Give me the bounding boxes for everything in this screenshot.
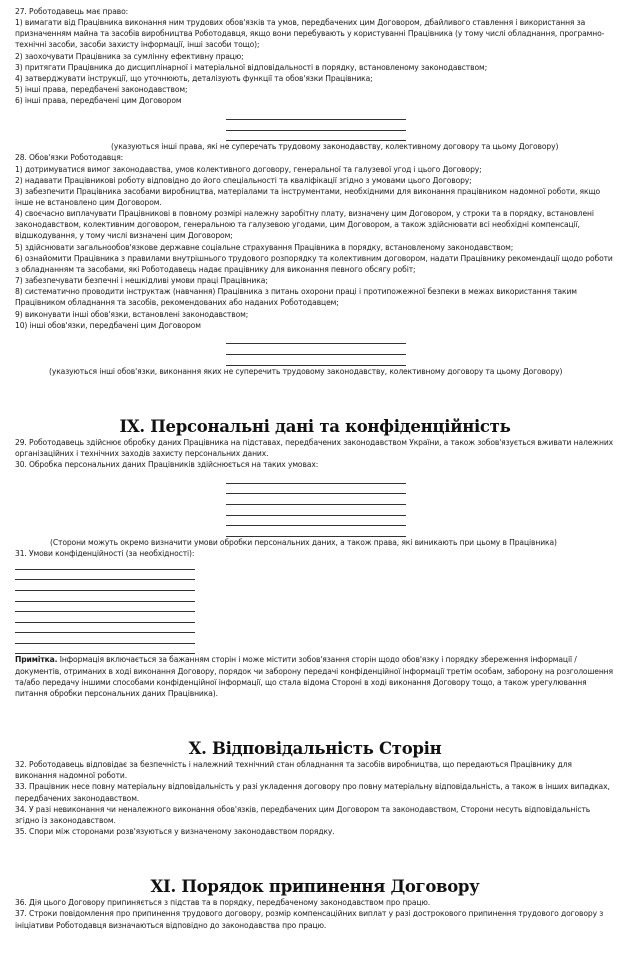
clause-28-item-6: 6) ознайомити Працівника з правилами внутрішнього трудового розпорядку та колективним договором, надати Працівнику рекомендації щодо роботи з обладнанням та засобами, які Роботодавець надає працівнику для виконання певного обсягу робіт; xyxy=(15,253,613,274)
clause-27-employer-rights xyxy=(15,6,615,152)
fill-in-line[interactable] xyxy=(226,344,406,355)
clause-30-blank-lines xyxy=(15,470,615,537)
clause-30-caption: (Сторони можуть окремо визначити умови обробки персональних даних, а також права, які виникають при цьому в Працівника) xyxy=(50,537,557,547)
fill-in-line[interactable] xyxy=(15,559,195,570)
fill-in-line[interactable] xyxy=(226,355,406,366)
clause-28-item-2: 2) надавати Працівникові роботу відповідно до його спеціальності та кваліфікації згідно з умовами цього Договору; xyxy=(15,175,472,185)
clause-28-item-10: 10) інші обов'язки, передбачені цим Договором xyxy=(15,320,201,330)
fill-in-line[interactable] xyxy=(15,602,195,613)
fill-in-line[interactable] xyxy=(226,505,406,516)
clause-32: 32. Роботодавець відповідає за безпечність і належний технічний стан обладнання та засобів виробництва, що передаються Працівнику для виконання надомної роботи. xyxy=(15,760,572,781)
fill-in-line[interactable] xyxy=(226,494,406,505)
clause-29: 29. Роботодавець здійснює обробку даних Працівника на підставах, передбачених законодавством України, а також зобов'язується вживати належних організаційних і технічних заходів захисту персональних даних. xyxy=(15,437,614,458)
fill-in-line[interactable] xyxy=(226,484,406,495)
clause-27-item-3: 3) притягати Працівника до дисциплінарної і матеріальної відповідальності в порядку, встановленому законодавством; xyxy=(15,62,488,72)
note-text: Інформація включається за бажанням сторін і може містити зобов'язання сторін щодо обов'язку і порядку збереження інформації / документів, отриманих в ході виконання Договору, порядок чи заборону передачі конфіденційної інформації третім особам, заборону на розголошення та/або передачу іншими способами конфіденційної інформації, що стала відома Стороні в ході виконання Договору тощо, а також урегулювання питання обробки персональних даних Працівника). xyxy=(15,655,613,698)
fill-in-line[interactable] xyxy=(15,580,195,591)
clause-28-item-7: 7) забезпечувати безпечні і нешкідливі умови праці Працівника; xyxy=(15,276,268,286)
fill-in-line[interactable] xyxy=(15,570,195,581)
section-ix-heading: IX. Персональні дані та конфіденційність xyxy=(119,416,511,436)
fill-in-line[interactable] xyxy=(15,591,195,602)
clause-27-blank-lines xyxy=(15,106,615,141)
fill-in-line[interactable] xyxy=(226,334,406,345)
clause-28-item-8: 8) систематично проводити інструктаж (навчання) Працівника з питань охорони праці і протипожежної безпеки в межах використання таким Працівником обладнання та засобів, рекомендованих або наданих Роботодавцем; xyxy=(15,287,577,308)
fill-in-line[interactable] xyxy=(226,120,406,131)
clause-27-item-6: 6) інші права, передбачені цим Договором xyxy=(15,96,182,106)
clause-27-item-4: 4) затверджувати інструкції, що уточнюють, деталізують функції та обов'язки Працівника; xyxy=(15,73,373,83)
clause-37: 37. Строки повідомлення про припинення трудового договору, розмір компенсаційних виплат у разі дострокового припинення трудового договору з ініціативи Роботодавця визначаються відповідно до законодавства про працю. xyxy=(15,909,604,930)
clause-28-item-9: 9) виконувати інші обов'язки, встановлені законодавством; xyxy=(15,309,249,319)
clause-35: 35. Спори між сторонами розв'язуються у визначеному законодавством порядку. xyxy=(15,827,335,837)
clause-28-title: 28. Обов'язки Роботодавця: xyxy=(15,153,124,163)
confidentiality-note xyxy=(15,654,615,699)
spacer xyxy=(15,377,615,417)
clause-28-item-3: 3) забезпечити Працівника засобами виробництва, матеріалами та інструментами, необхідними для виконання працівником надомної роботи, якщо інше не встановлено цим Договором. xyxy=(15,186,601,207)
clause-30: 30. Обробка персональних даних Працівників здійснюється на таких умовах: xyxy=(15,460,319,470)
fill-in-line[interactable] xyxy=(226,109,406,120)
section-xi-termination xyxy=(15,877,615,930)
clause-28-item-4: 4) своєчасно виплачувати Працівникові в повному розмірі належну заробітну плату, визначену цим Договором, у строки та в порядку, встановлені законодавством, колективним договором, генеральною та галузевою угодами, цим Договором, а також здійснювати всі необхідні компенсації, відшкодування, у тому числі визначені цим Договором; xyxy=(15,209,594,241)
clause-28-caption: (указуються інші обов'язки, виконання яких не суперечить трудовому законодавству, колективному договору та цьому Договору) xyxy=(49,366,563,376)
fill-in-line[interactable] xyxy=(15,633,195,644)
fill-in-line[interactable] xyxy=(226,473,406,484)
clause-27-caption: (указуються інші права, які не суперечать трудовому законодавству, колективному договору та цьому Договору) xyxy=(111,142,559,152)
spacer xyxy=(15,699,615,739)
fill-in-line[interactable] xyxy=(226,516,406,527)
clause-33: 33. Працівник несе повну матеріальну відповідальність у разі укладення договору про повну матеріальну відповідальність, а також в інших випадках, передбачених законодавством. xyxy=(15,782,610,803)
fill-in-line[interactable] xyxy=(226,526,406,537)
note-label: Примітка. xyxy=(15,655,58,665)
section-ix-personal-data xyxy=(15,417,615,699)
section-x-liability xyxy=(15,739,615,837)
clause-31: 31. Умови конфіденційності (за необхідності): xyxy=(15,548,195,558)
clause-27-item-1: 1) вимагати від Працівника виконання ним трудових обов'язків та умов, передбачених цим Договором, дбайливого ставлення і використання за призначенням майна та засобів виробництва Роботодавця, якщо вони перебувають у користуванні Працівника (у тому числі обладнання, програмно-технічні засоби, засоби захисту інформації, інші засоби тощо); xyxy=(15,18,605,50)
clause-27-title: 27. Роботодавець має право: xyxy=(15,7,129,16)
clause-28-item-1: 1) дотримуватися вимог законодавства, умов колективного договору, генеральної та галузевої угод і цього Договору; xyxy=(15,164,482,174)
clause-31-blank-lines xyxy=(15,559,615,654)
fill-in-line[interactable] xyxy=(226,131,406,142)
document-page xyxy=(15,6,615,931)
section-x-heading: X. Відповідальність Сторін xyxy=(188,739,442,759)
spacer xyxy=(15,837,615,877)
section-xi-heading: XI. Порядок припинення Договору xyxy=(150,877,480,897)
clause-28-employer-obligations xyxy=(15,152,615,376)
fill-in-line[interactable] xyxy=(15,612,195,623)
clause-27-item-5: 5) інші права, передбачені законодавством; xyxy=(15,85,188,95)
fill-in-line[interactable] xyxy=(15,623,195,634)
clause-34: 34. У разі невиконання чи неналежного виконання обов'язків, передбачених цим Договором та законодавством, Сторони несуть відповідальність згідно із законодавством. xyxy=(15,804,591,825)
clause-28-item-5: 5) здійснювати загальнообов'язкове державне соціальне страхування Працівника в порядку, встановленому законодавством; xyxy=(15,242,514,252)
clause-28-blank-lines xyxy=(15,331,615,366)
clause-27-item-2: 2) заохочувати Працівника за сумлінну ефективну працю; xyxy=(15,51,244,61)
clause-36: 36. Дія цього Договору припиняється з підстав та в порядку, передбаченому законодавством про працю. xyxy=(15,898,431,908)
fill-in-line[interactable] xyxy=(15,644,195,655)
